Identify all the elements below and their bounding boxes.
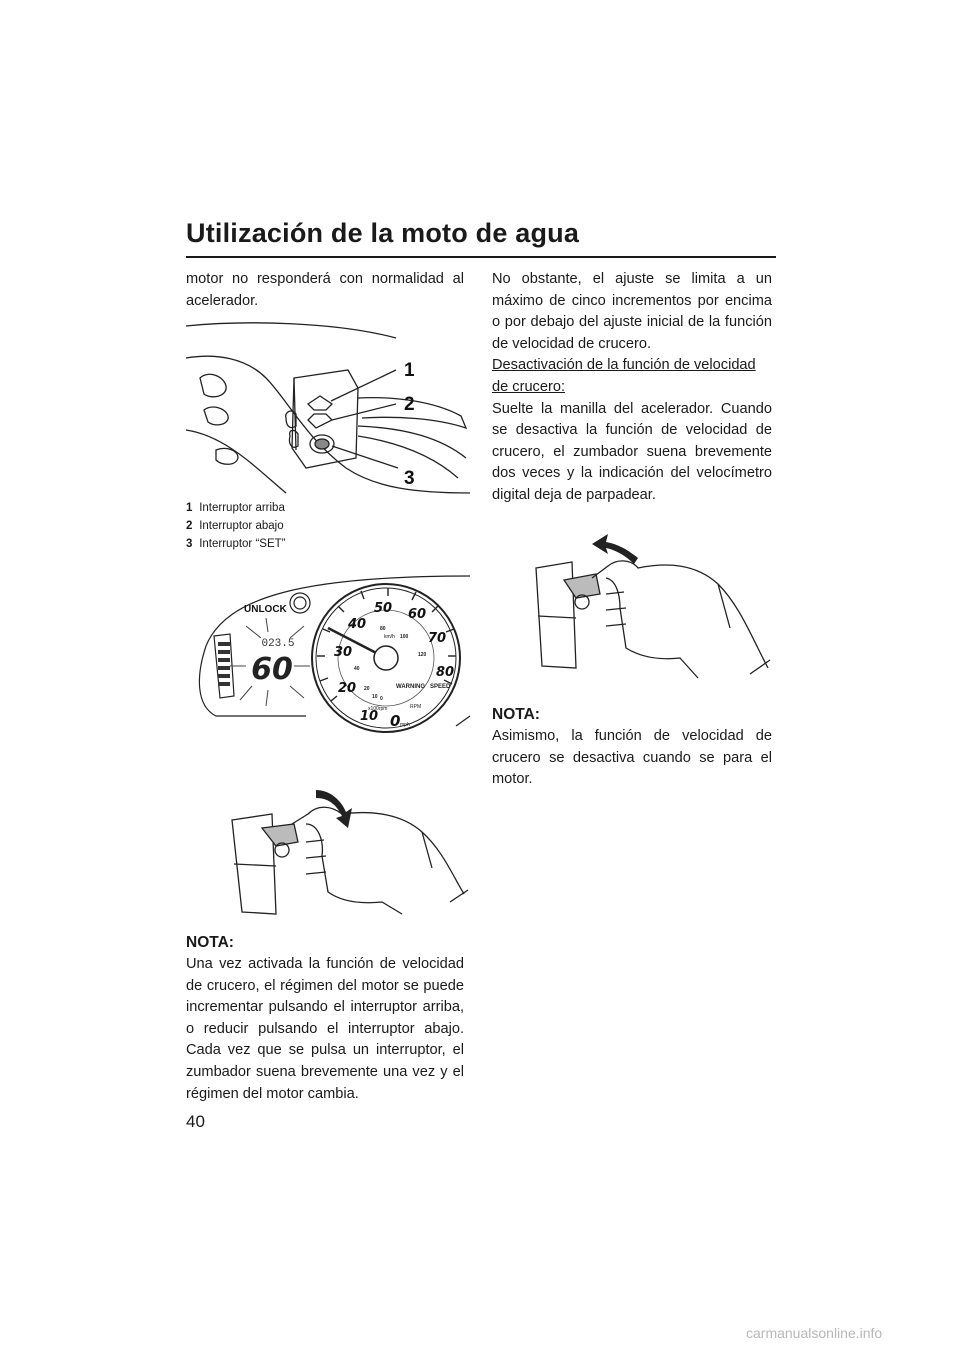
rpm-mark-40: 40 bbox=[354, 666, 360, 672]
nota-heading-right: NOTA: bbox=[492, 706, 540, 723]
left-nota bbox=[186, 932, 464, 1102]
speed-mark-50: 50 bbox=[374, 601, 393, 616]
intro-paragraph: motor no responderá con normalidad al acelerador. bbox=[186, 271, 464, 309]
right-column-text bbox=[492, 269, 772, 507]
speed-mark-70: 70 bbox=[428, 631, 447, 646]
callout-1: 1 bbox=[404, 360, 415, 381]
needle-hub bbox=[374, 646, 398, 670]
nota-text-left: Una vez activada la función de velocidad de crucero, el régimen del motor se puede incrementar pulsando el interruptor arriba, o reducir pulsando el interruptor abajo. Cada vez que se pulsa un interruptor, el zumbador suena brevemente una vez y el régimen del motor cambia. bbox=[186, 956, 464, 1102]
nota-heading-left: NOTA: bbox=[186, 934, 234, 951]
release-arrow-icon bbox=[592, 534, 638, 564]
speed-mark-80: 80 bbox=[436, 665, 455, 680]
deactivation-paragraph: Suelte la manilla del acelerador. Cuando se desactiva la función de velocidad de crucero, el zumbador suena brevemente dos veces y la indicación del velocímetro digital deja de parpadear. bbox=[492, 400, 772, 503]
left-intro bbox=[186, 269, 464, 312]
handlebar-switch-illustration bbox=[186, 318, 470, 498]
digital-speed: 60 bbox=[251, 652, 293, 687]
page-number: 40 bbox=[186, 1112, 205, 1131]
continuation-paragraph: No obstante, el ajuste se limita a un máximo de cinco incrementos por encima o por debajo del ajuste inicial de la función de velocidad de crucero. bbox=[492, 271, 772, 352]
rpm-mark-120: 120 bbox=[418, 652, 427, 658]
deactivation-heading: Desactivación de la función de velocidad de crucero: bbox=[492, 357, 756, 395]
legend-item: 2 Interruptor abajo bbox=[186, 520, 284, 532]
rpm-label: RPM bbox=[410, 704, 422, 710]
title-rule bbox=[186, 256, 776, 258]
figure-legend bbox=[186, 499, 285, 553]
rpm-mark-80: 80 bbox=[380, 626, 386, 632]
speed-mark-60: 60 bbox=[408, 607, 427, 622]
nota-text-right: Asimismo, la función de velocidad de crucero se desactiva cuando se para el motor. bbox=[492, 728, 772, 788]
unlock-label: UNLOCK bbox=[244, 604, 287, 615]
callout-2: 2 bbox=[404, 394, 415, 415]
rpm-scale-label: x100rpm bbox=[368, 706, 388, 712]
speed-mark-40: 40 bbox=[348, 617, 367, 632]
page-title: Utilización de la moto de agua bbox=[186, 218, 580, 248]
speedometer-illustration bbox=[186, 566, 470, 736]
warning-label: WARNING bbox=[396, 684, 425, 690]
speed-label: SPEED bbox=[430, 684, 451, 690]
watermark: carmanualsonline.info bbox=[746, 1325, 883, 1341]
right-nota bbox=[492, 704, 772, 791]
speed-mark-30: 30 bbox=[334, 645, 353, 660]
legend-item: 3 Interruptor “SET” bbox=[186, 538, 286, 550]
speed-mark-20: 20 bbox=[338, 681, 357, 696]
throttle-press-illustration bbox=[232, 784, 472, 924]
rpm-mark-10: 10 bbox=[372, 694, 378, 700]
digital-trip-readout: 023.5 bbox=[261, 638, 295, 650]
kmh-label: km/h bbox=[384, 634, 395, 640]
speed-mark-0: 0 bbox=[390, 712, 401, 730]
legend-item: 1 Interruptor arriba bbox=[186, 502, 285, 514]
mph-label: mph bbox=[400, 722, 410, 728]
rpm-mark-100: 100 bbox=[400, 634, 409, 640]
rpm-mark-20: 20 bbox=[364, 686, 370, 692]
throttle-release-illustration bbox=[536, 528, 776, 688]
speed-mark-10: 10 bbox=[360, 709, 379, 724]
rpm-mark-0: 0 bbox=[380, 696, 383, 702]
callout-3: 3 bbox=[404, 468, 415, 489]
